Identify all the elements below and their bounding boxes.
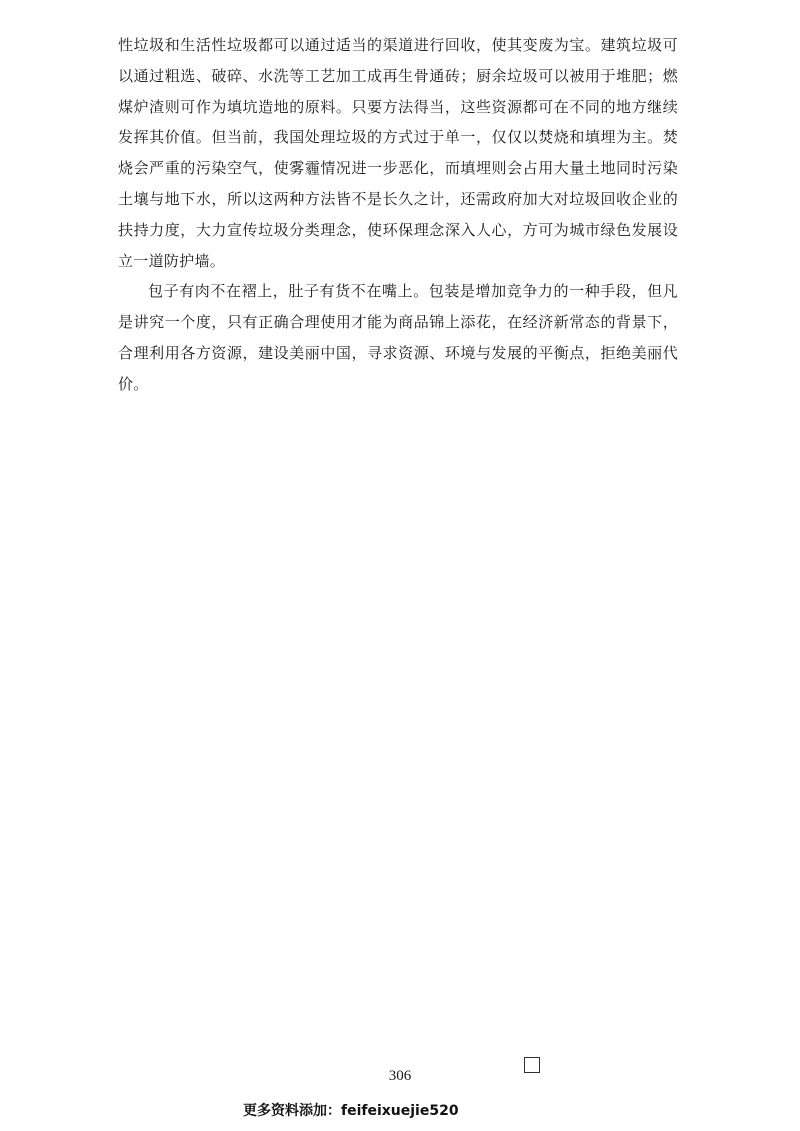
page-number: 306 bbox=[388, 1068, 412, 1084]
footer-note: 更多资料添加：feifeixuejie520 bbox=[243, 1103, 459, 1119]
checkbox-square-icon bbox=[524, 1057, 540, 1073]
body-text bbox=[118, 30, 678, 400]
paragraph-continued: 性垃圾和生活性垃圾都可以通过适当的渠道进行回收，使其变废为宝。建筑垃圾可以通过粗选、破碎、水洗等工艺加工成再生骨通砖；厨余垃圾可以被用于堆肥；燃煤炉渣则可作为填坑造地的原料。只要方法得当，这些资源都可在不同的地方继续发挥其价值。但当前，我国处理垃圾的方式过于单一，仅仅以焚烧和填埋为主。焚烧会严重的污染空气，使雾霾情况进一步恶化，而填埋则会占用大量土地同时污染土壤与地下水，所以这两种方法皆不是长久之计，还需政府加大对垃圾回收企业的扶持力度，大力宣传垃圾分类理念，使环保理念深入人心，方可为城市绿色发展设立一道防护墙。 bbox=[118, 36, 678, 270]
paragraph-conclusion: 包子有肉不在褶上，肚子有货不在嘴上。包装是增加竞争力的一种手段，但凡是讲究一个度，只有正确合理使用才能为商品锦上添花，在经济新常态的背景下，合理利用各方资源，建设美丽中国，寻求资源、环境与发展的平衡点，拒绝美丽代价。 bbox=[118, 282, 678, 393]
